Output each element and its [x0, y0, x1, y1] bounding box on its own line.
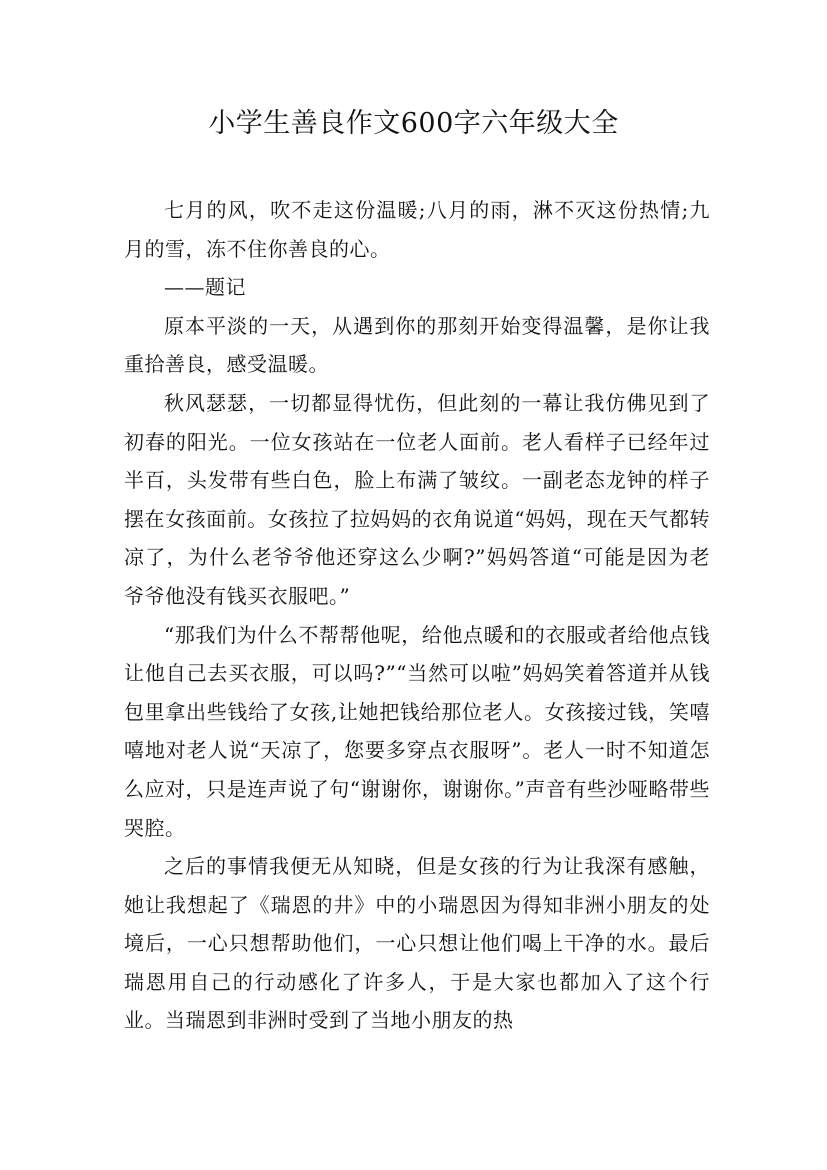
paragraph: 秋风瑟瑟，一切都显得忧伤，但此刻的一幕让我仿佛见到了初春的阳光。一位女孩站在一位老人面前。老人看样子已经年过半百，头发带有些白色，脸上布满了皱纹。一副老态龙钟的样子摆在女孩面前。女孩拉了拉妈妈的衣角说道“妈妈，现在天气都转凉了，为什么老爷爷他还穿这么少啊?”妈妈答道“可能是因为老爷爷他没有钱买衣服吧。” — [124, 390, 710, 608]
document-title: 小学生善良作文600字六年级大全 — [208, 108, 619, 139]
paragraph-epigraph: 七月的风，吹不走这份温暖;八月的雨，淋不灭这份热情;九月的雪，冻不住你善良的心。 — [124, 198, 710, 261]
paragraph: 原本平淡的一天，从遇到你的那刻开始变得温馨，是你让我重拾善良，感受温暖。 — [124, 313, 710, 377]
paragraph: 之后的事情我便无从知晓，但是女孩的行为让我深有感触，她让我想起了《瑞恩的井》中的小瑞恩因为得知非洲小朋友的处境后，一心只想帮助他们，一心只想让他们喝上干净的水。最后瑞恩用自己的行动感化了许多人，于是大家也都加入了这个行业。当瑞恩到非洲时受到了当地小朋友的热 — [124, 854, 710, 1033]
paragraph: “那我们为什么不帮帮他呢，给他点暖和的衣服或者给他点钱让他自己去买衣服，可以吗?”“当然可以啦”妈妈笑着答道并从钱包里拿出些钱给了女孩,让她把钱给那位老人。女孩接过钱，笑嘻嘻地对老人说“天凉了，您要多穿点衣服呀”。老人一时不知道怎么应对，只是连声说了句“谢谢你，谢谢你。”声音有些沙哑略带些哭腔。 — [124, 622, 710, 840]
document-body — [124, 191, 710, 1040]
paragraph-epigraph-attribution: ——题记 — [164, 275, 246, 300]
